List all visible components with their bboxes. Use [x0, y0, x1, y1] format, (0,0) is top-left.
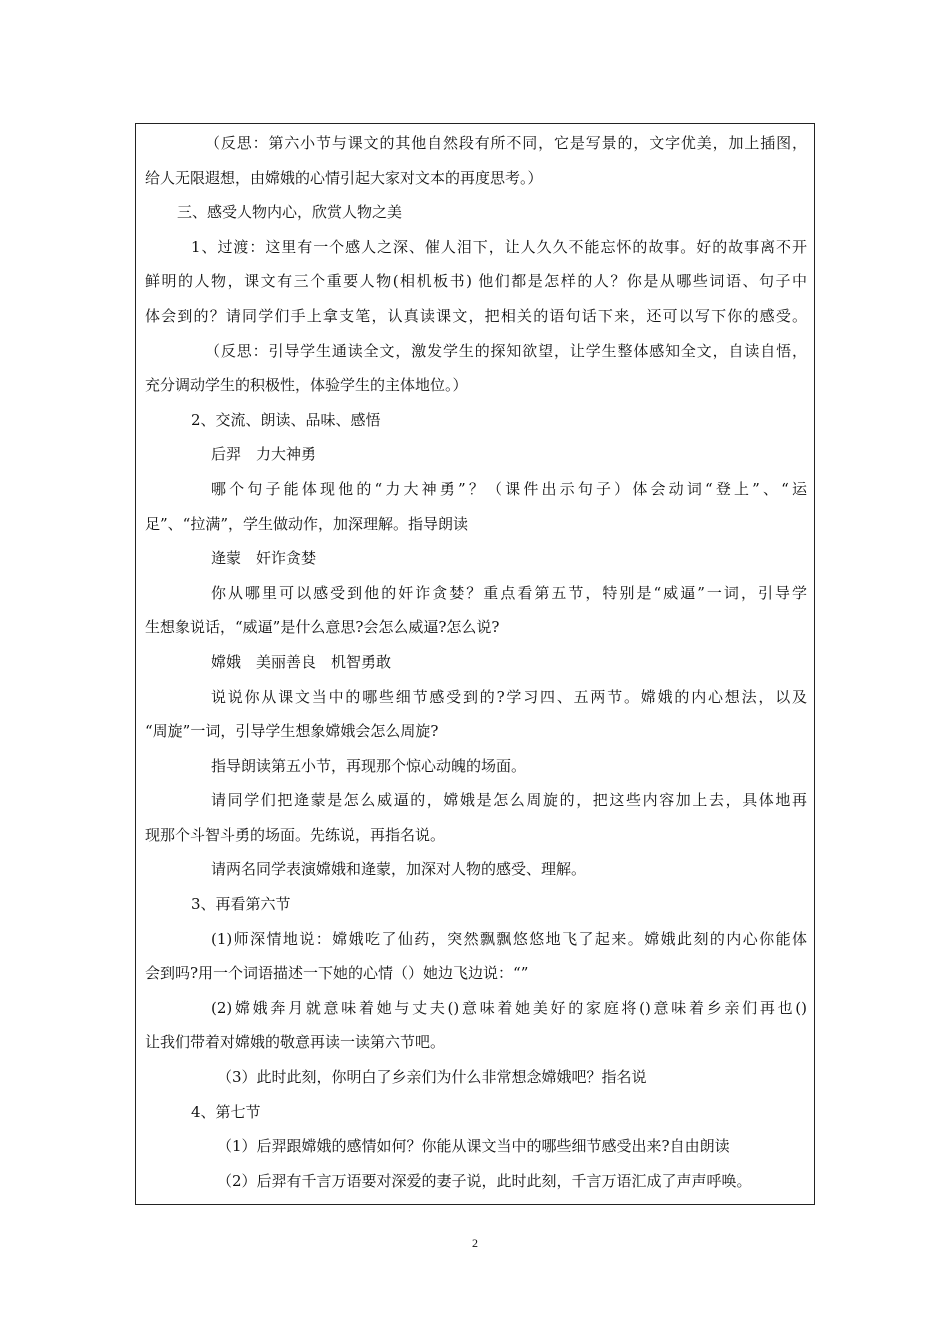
character-label: 嫦娥 美丽善良 机智勇敢: [211, 652, 392, 671]
subsection-heading: 2、交流、朗读、品味、感悟: [191, 410, 381, 429]
paragraph-line: “周旋”一词，引导学生想象嫦娥会怎么周旋?: [145, 722, 439, 741]
page-number: 2: [472, 1236, 478, 1250]
paragraph-line: 让我们带着对嫦娥的敬意再读一读第六节吧。: [145, 1033, 446, 1052]
paragraph-line: 体会到的？请同学们手上拿支笔，认真读课文，把相关的语句话下来，还可以写下你的感受。: [145, 306, 807, 325]
character-label: 逄蒙 奸诈贪婪: [211, 549, 317, 568]
paragraph-line: 请同学们把逄蒙是怎么威逼的，嫦娥是怎么周旋的，把这些内容加上去，具体地再: [211, 791, 807, 810]
paragraph-line: 现那个斗智斗勇的场面。先练说，再指名说。: [145, 825, 446, 844]
paragraph-line: （3）此时此刻，你明白了乡亲们为什么非常想念嫦娥吧？指名说: [217, 1068, 647, 1087]
paragraph-line: 会到吗?用一个词语描述一下她的心情（）她边飞边说：“”: [145, 964, 529, 983]
paragraph-line: 充分调动学生的积极性，体验学生的主体地位。）: [145, 376, 468, 395]
subsection-heading: 4、第七节: [191, 1102, 261, 1121]
paragraph-line: （1）后羿跟嫦娥的感情如何？你能从课文当中的哪些细节感受出来?自由朗读: [217, 1137, 730, 1156]
section-heading: 三、感受人物内心，欣赏人物之美: [177, 203, 403, 222]
paragraph-line: 鲜明的人物，课文有三个重要人物(相机板书) 他们都是怎样的人？你是从哪些词语、句子中: [145, 272, 807, 291]
paragraph-line: 你从哪里可以感受到他的奸诈贪婪？重点看第五节，特别是“威逼”一词，引导学: [211, 583, 807, 602]
paragraph-line: 足”、“拉满”，学生做动作，加深理解。指导朗读: [145, 514, 469, 533]
paragraph-line: 生想象说话，“威逼”是什么意思?会怎么威逼?怎么说?: [145, 618, 500, 637]
paragraph-line: (2)嫦娥奔月就意味着她与丈夫()意味着她美好的家庭将()意味着乡亲们再也(): [211, 998, 807, 1017]
paragraph-line: 指导朗读第五小节，再现那个惊心动魄的场面。: [211, 756, 527, 775]
subsection-heading: 3、再看第六节: [191, 895, 291, 914]
paragraph-line: (1)师深情地说：嫦娥吃了仙药，突然飘飘悠悠地飞了起来。嫦娥此刻的内心你能体: [211, 929, 807, 948]
paragraph-line: （反思：第六小节与课文的其他自然段有所不同，它是写景的，文字优美，加上插图，: [205, 134, 807, 152]
character-label: 后羿 力大神勇: [211, 445, 317, 464]
document-body: [145, 126, 807, 1198]
paragraph-line: 请两名同学表演嫦娥和逄蒙，加深对人物的感受、理解。: [211, 860, 587, 879]
paragraph-line: 哪个句子能体现他的“力大神勇”？（课件出示句子）体会动词“登上”、“运: [211, 479, 807, 498]
paragraph-line: 给人无限遐想，由嫦娥的心情引起大家对文本的再度思考。）: [145, 168, 543, 187]
paragraph-line: （2）后羿有千言万语要对深爱的妻子说，此时此刻，千言万语汇成了声声呼唤。: [217, 1171, 752, 1190]
paragraph-line: 1、过渡：这里有一个感人之深、催人泪下，让人久久不能忘怀的故事。好的故事离不开: [191, 237, 807, 256]
paragraph-line: 说说你从课文当中的哪些细节感受到的?学习四、五两节。嫦娥的内心想法，以及: [211, 687, 807, 706]
paragraph-line: （反思：引导学生通读全文，激发学生的探知欲望，让学生整体感知全文，自读自悟，: [205, 341, 807, 360]
